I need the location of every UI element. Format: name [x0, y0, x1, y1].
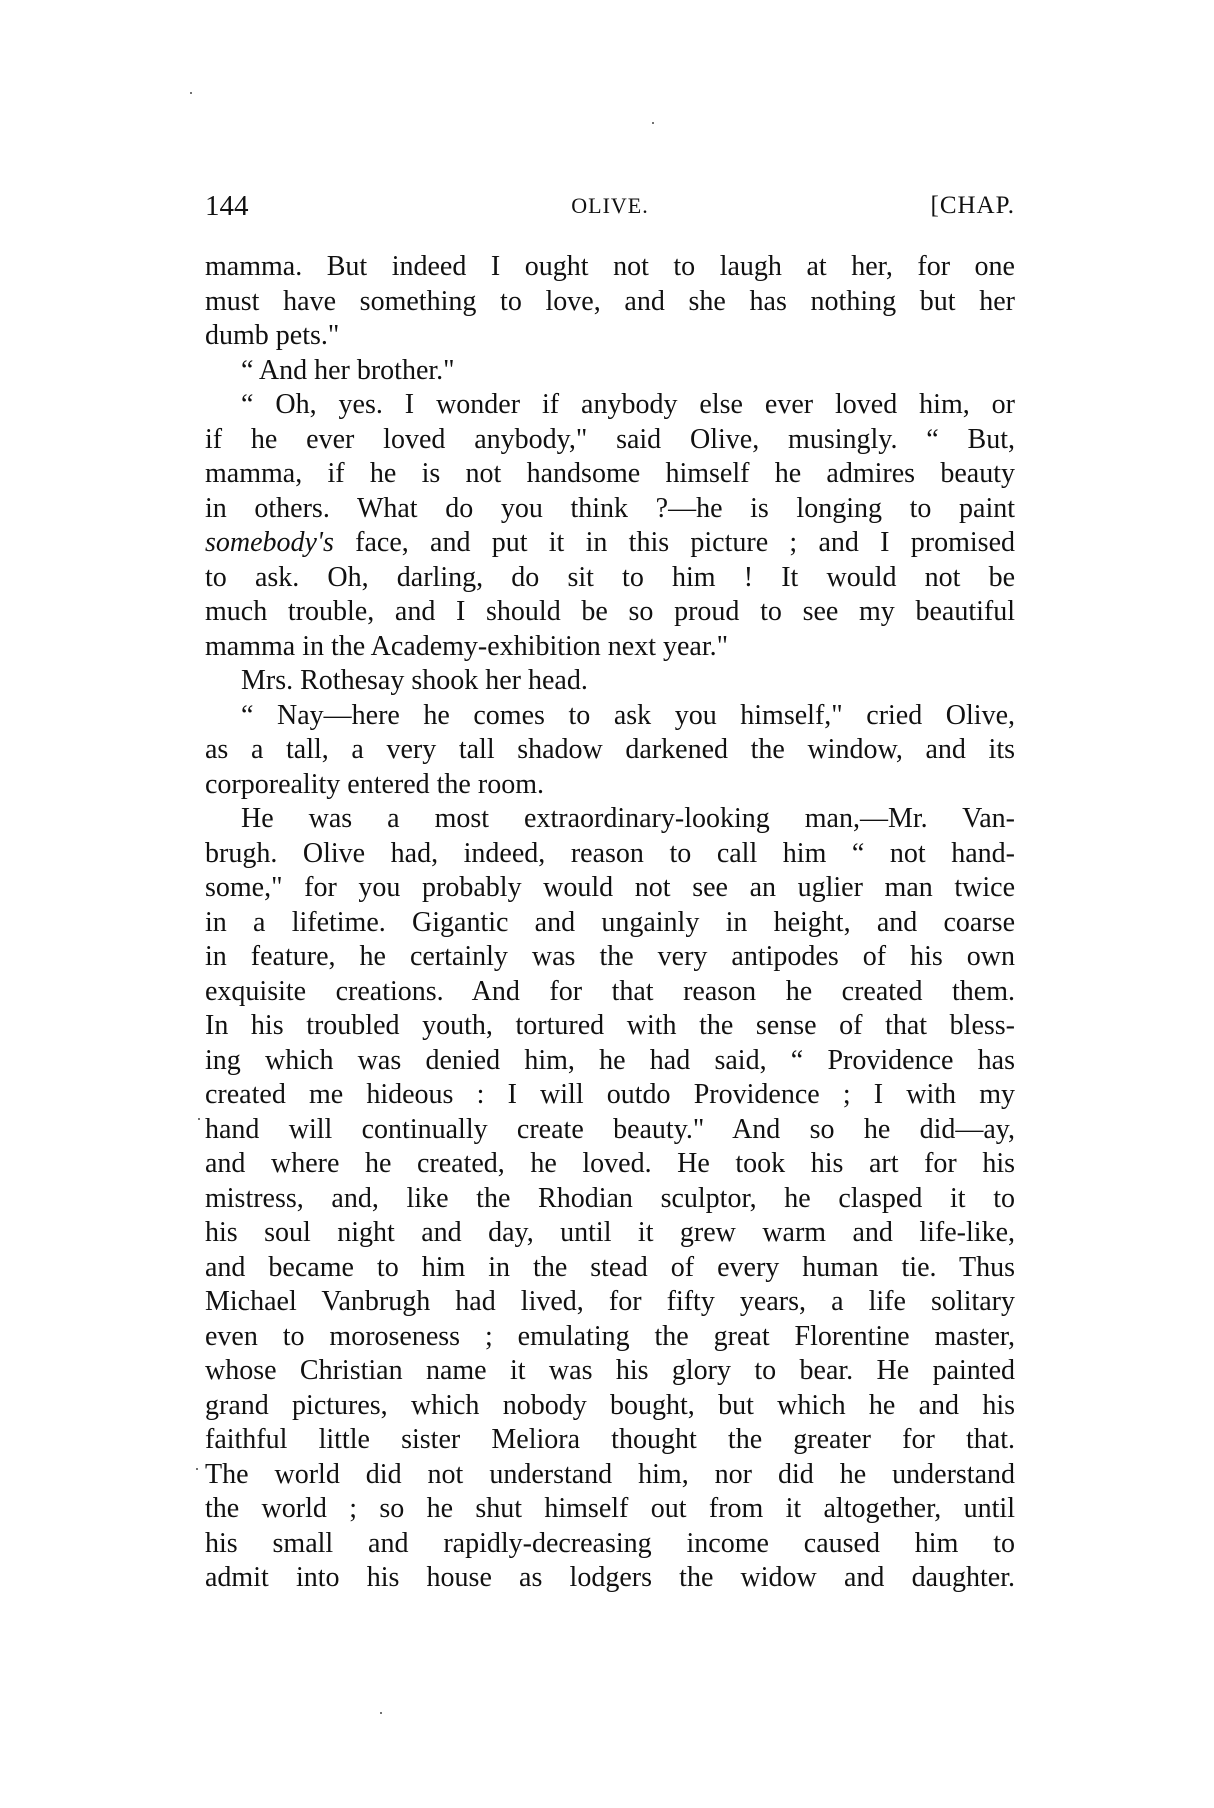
text-line: must have something to love, and she has nothing but her — [205, 285, 1015, 317]
text-line: admit into his house as lodgers the widow and daughter. — [205, 1562, 1015, 1593]
text-line: the world ; so he shut himself out from it altogether, until — [205, 1493, 1015, 1524]
text-line: in feature, he certainly was the very antipodes of his own — [205, 941, 1015, 972]
text-line: and where he created, he loved. He took his art for his — [205, 1148, 1015, 1179]
scan-speck — [198, 1118, 200, 1120]
text-line-rest: face, and put it in this picture ; and I promised — [333, 527, 1015, 558]
text-line: whose Christian name it was his glory to bear. He painted — [205, 1355, 1015, 1386]
text-line: in others. What do you think ?—he is longing to paint — [205, 492, 1015, 524]
text-line: Mrs. Rothesay shook her head. — [241, 665, 588, 696]
text-line: to ask. Oh, darling, do sit to him ! It would not be — [205, 561, 1015, 593]
running-title: OLIVE. — [571, 193, 649, 218]
text-line: his soul night and day, until it grew warm and life-like, — [205, 1217, 1015, 1248]
text-line: The world did not understand him, nor did he understand — [205, 1458, 1015, 1490]
page-number: 144 — [205, 190, 249, 222]
text-line: if he ever loved anybody," said Olive, musingly. “ But, — [205, 423, 1015, 455]
text-line: grand pictures, which nobody bought, but which he and his — [205, 1389, 1015, 1421]
text-line: mamma in the Academy-exhibition next year." — [205, 630, 729, 662]
text-line: exquisite creations. And for that reason he created them. — [205, 975, 1015, 1007]
page-header — [205, 186, 1015, 226]
text-line: created me hideous : I will outdo Providence ; I with my — [205, 1079, 1015, 1110]
text-line: hand will continually create beauty." And so he did—ay, — [205, 1113, 1015, 1145]
text-line: and became to him in the stead of every human tie. Thus — [205, 1251, 1015, 1283]
text-line: “ Oh, yes. I wonder if anybody else ever loved him, or — [241, 389, 1015, 420]
text-line: He was a most extraordinary-looking man,—Mr. Van- — [241, 803, 1015, 834]
chapter-marker: [CHAP. — [930, 192, 1015, 219]
text-line: corporeality entered the room. — [205, 768, 544, 800]
text-line: mamma, if he is not handsome himself he admires beauty — [205, 458, 1015, 489]
text-line: mistress, and, like the Rhodian sculptor, he clasped it to — [205, 1182, 1015, 1214]
text-line: In his troubled youth, tortured with the sense of that bless- — [205, 1010, 1015, 1041]
text-line: his small and rapidly-decreasing income caused him to — [205, 1527, 1015, 1559]
text-line: faithful little sister Meliora thought the greater for that. — [205, 1424, 1015, 1455]
text-line — [205, 526, 1015, 561]
text-line: Michael Vanbrugh had lived, for fifty years, a life solitary — [205, 1286, 1015, 1317]
text-line: brugh. Olive had, indeed, reason to call him “ not hand- — [205, 837, 1015, 869]
scan-speck — [190, 92, 192, 94]
body-text — [205, 250, 1015, 1596]
text-line: even to moroseness ; emulating the great Florentine master, — [205, 1320, 1015, 1352]
scan-speck — [380, 1712, 382, 1714]
text-line: in a lifetime. Gigantic and ungainly in height, and coarse — [205, 906, 1015, 938]
text-line: “ Nay—here he comes to ask you himself," cried Olive, — [241, 699, 1015, 731]
text-line: ing which was denied him, he had said, “ Providence has — [205, 1044, 1015, 1076]
scan-speck — [652, 122, 654, 124]
emphasized-word: somebody's — [205, 527, 334, 558]
text-line: much trouble, and I should be so proud to see my beautiful — [205, 596, 1015, 627]
text-line: dumb pets." — [205, 320, 340, 351]
text-line: mamma. But indeed I ought not to laugh at her, for one — [205, 251, 1015, 282]
text-line: some," for you probably would not see an uglier man twice — [205, 872, 1015, 903]
scan-speck — [196, 1468, 198, 1470]
text-line: “ And her brother." — [241, 354, 455, 386]
text-line: as a tall, a very tall shadow darkened the window, and its — [205, 734, 1015, 765]
